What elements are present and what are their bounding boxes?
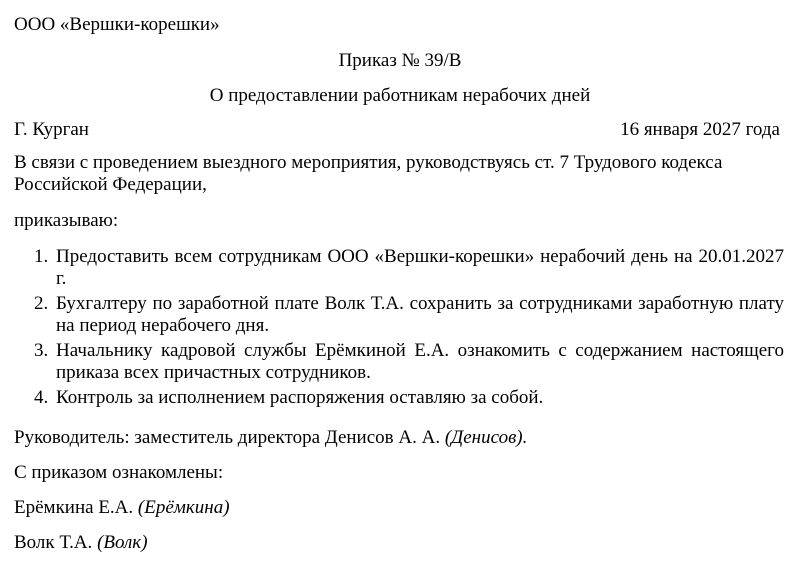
order-item-text: Бухгалтеру по заработной плате Волк Т.А. сохранить за сотрудниками заработную плату на период нерабочего дня. (56, 293, 784, 336)
head-signature: (Денисов). (444, 427, 528, 448)
head-label: Руководитель: заместитель директора Денисов А. А. (14, 427, 441, 448)
order-item (34, 246, 784, 290)
acquainted-name: Ерёмкина Е.А. (14, 497, 134, 518)
order-item (34, 293, 784, 337)
acquainted-label: С приказом ознакомлены: (14, 462, 224, 483)
acquainted-name: Волк Т.А. (14, 532, 93, 553)
head-signature-line (14, 427, 527, 449)
order-item-text: Начальнику кадровой службы Ерёмкиной Е.А. ознакомить с содержанием настоящего приказа всех причастных сотрудников. (56, 340, 784, 383)
order-item-number: 3. (34, 340, 49, 361)
acquainted-signature: (Ерёмкина) (137, 497, 230, 518)
order-items-list (34, 246, 784, 412)
order-item-number: 2. (34, 293, 49, 314)
order-title: Приказ № 39/В (338, 50, 462, 71)
acquainted-signature: (Волк) (97, 532, 148, 553)
order-item-text: Контроль за исполнением распоряжения оставляю за собой. (56, 387, 544, 408)
order-subject: О предоставлении работникам нерабочих дней (209, 85, 591, 106)
order-item-number: 1. (34, 246, 49, 267)
acquainted-row (14, 497, 230, 519)
order-word: приказываю: (14, 210, 119, 231)
order-date: 16 января 2027 года (620, 119, 780, 140)
order-preamble: В связи с проведением выездного мероприятия, руководствуясь ст. 7 Трудового кодекса Российской Федерации, (14, 152, 723, 195)
order-item-number: 4. (34, 387, 49, 408)
order-item-text: Предоставить всем сотрудникам ООО «Вершки-корешки» нерабочий день на 20.01.2027 г. (56, 246, 784, 289)
order-city: Г. Курган (14, 119, 89, 140)
order-item (34, 387, 784, 409)
order-item (34, 340, 784, 384)
acquainted-row (14, 532, 148, 554)
organization-name: ООО «Вершки-корешки» (14, 14, 220, 35)
